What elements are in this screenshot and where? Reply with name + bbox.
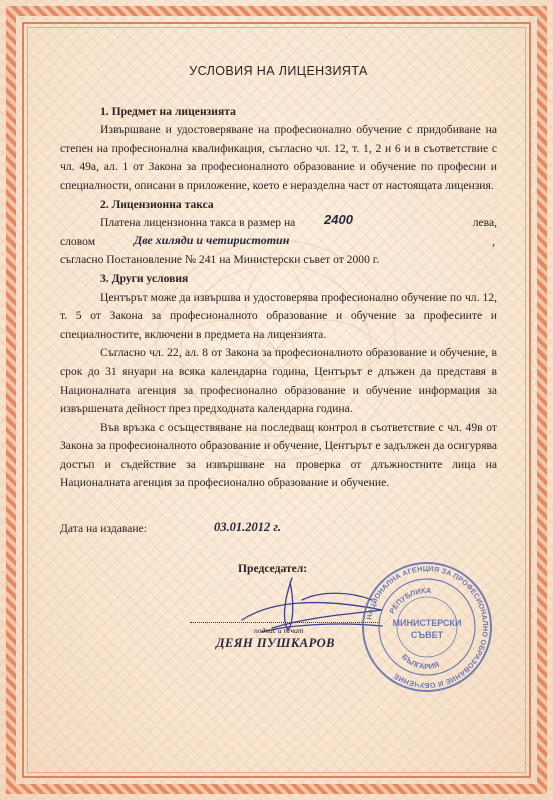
fee-amount: 2400 xyxy=(324,212,353,228)
seal-outer-text: НАЦИОНАЛНА АГЕНЦИЯ ЗА ПРОФЕСИОНАЛНО ОБРАЗОВАНИЕ И ОБУЧЕНИЕ xyxy=(364,563,491,691)
section-heading-subject: 1. Предмет на лицензията xyxy=(100,104,236,118)
signature-caption: подпис и печат xyxy=(254,626,304,635)
issue-date-row xyxy=(60,522,490,542)
fee-prefix: Платена лицензионна такса в размер на xyxy=(100,216,296,230)
signature-line xyxy=(190,622,380,623)
fee-words-value: Две хиляди и четиристотин xyxy=(134,232,290,247)
license-conditions xyxy=(60,62,497,493)
signer-name: ДЕЯН ПУШКАРОВ xyxy=(216,636,335,650)
section-heading-other: 3. Други условия xyxy=(100,271,189,285)
page-title: УСЛОВИЯ НА ЛИЦЕНЗИЯТА xyxy=(189,64,368,78)
official-seal xyxy=(360,560,494,694)
issue-date-value: 03.01.2012 г. xyxy=(214,520,281,534)
words-end: , xyxy=(492,234,495,248)
issue-date-label: Дата на издаване: xyxy=(60,522,147,535)
svg-text:РЕПУБЛИКА xyxy=(387,586,432,615)
decree-reference: съгласно Постановление № 241 на Министерски съвет от 2000 г. xyxy=(60,253,380,267)
seal-top-text: РЕПУБЛИКА xyxy=(387,585,432,616)
other-conditions-paragraph-2: Съгласно чл. 22, ал. 8 от Закона за професионалното образование и обучение, в срок до 31 януари на всяка календарна година, Центърът е длъжен да представя в Националната агенция за професионално образование и обучение информация за извършената дейност през предходната календарна година. xyxy=(60,346,497,416)
words-label: словом xyxy=(60,234,96,248)
svg-text:БЪЛГАРИЯ xyxy=(400,652,440,671)
fee-currency: лева, xyxy=(472,216,497,230)
subject-paragraph: Извършване и удостоверяване на професионално обучение с придобиване на степен на професионална квалификация, съгласно чл. 12, т. 1, 2 и 6 и в съответствие с чл. 49а, ал. 1 от Закона за професионалното образование и обучение по професии и специалности, описани в приложение, което е неразделна част от настоящата лицензия. xyxy=(60,123,497,192)
seal-center-line-1: МИНИСТЕРСКИ xyxy=(392,618,462,628)
other-conditions-paragraph-1: Центърът може да извършва и удостоверява професионално обучение по чл. 12, т. 5 от Закона за професионалното образование и обучение за професиите и специалностите, включени в предмета на лицензията. xyxy=(60,290,497,341)
fee-words-row xyxy=(60,233,497,252)
section-heading-fee: 2. Лицензионна такса xyxy=(100,197,214,211)
seal-bottom-text: БЪЛГАРИЯ xyxy=(400,652,441,672)
seal-center-line-2: СЪВЕТ xyxy=(410,630,444,640)
chairman-label: Председател: xyxy=(238,562,308,575)
other-conditions-paragraph-3: Във връзка с осъществяване на последващ контрол в съответствие с чл. 49в от Закона за професионалното образование и обучение, Центърът е задължен да осигурява достъп и съдействие за извършване на проверка от длъжностните лица на Националната агенция за професионално образование и обучение. xyxy=(60,420,497,490)
